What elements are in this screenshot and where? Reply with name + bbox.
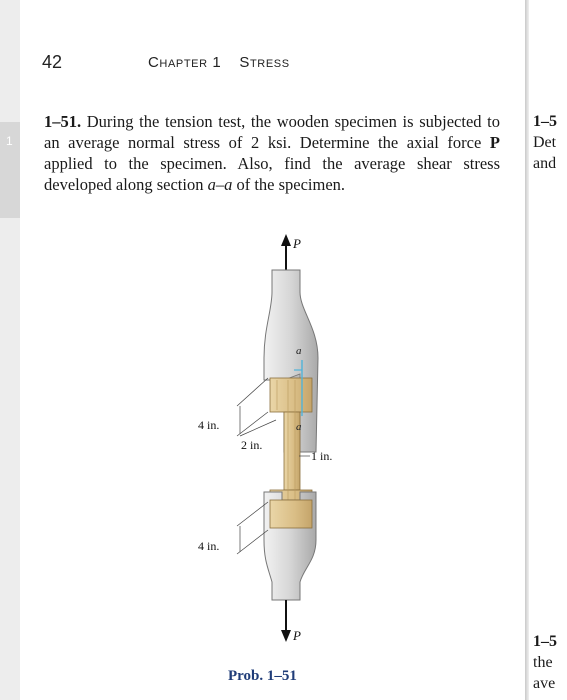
next-column-line: 1–5 [533, 113, 557, 130]
next-column-top [533, 111, 567, 174]
page-number: 42 [42, 52, 63, 72]
dim-upper-label: 4 in. [198, 418, 220, 432]
bottom-load-arrow [281, 600, 291, 642]
chapter-label: Chapter 1 [148, 54, 222, 71]
dim-width-label: 2 in. [241, 438, 263, 452]
left-page-gutter [0, 0, 20, 700]
force-symbol: P [489, 133, 500, 152]
section-mark-bottom: a [296, 421, 302, 433]
dim-lower-label: 4 in. [198, 539, 220, 553]
bottom-load-label: P [293, 628, 301, 643]
problem-number: 1–51. [44, 112, 82, 131]
problem-text-2: applied to the specimen. Also, find the average shear stress developed along section [44, 154, 500, 194]
problem-statement [44, 111, 500, 195]
next-column-line: and [533, 155, 557, 172]
running-head [148, 54, 290, 71]
next-column-line: ave [533, 675, 556, 692]
next-column-line: Det [533, 134, 557, 151]
specimen-figure [180, 230, 380, 650]
dim-width-line [240, 420, 276, 436]
next-column-line: the [533, 654, 553, 671]
lower-wood-tenon [270, 500, 312, 528]
figure-caption: Prob. 1–51 [228, 668, 297, 684]
chapter-side-tab-label: 1 [6, 134, 13, 148]
section-mark-top: a [296, 345, 302, 357]
dim-lower-lines [237, 502, 268, 554]
top-load-arrow [281, 234, 291, 270]
dim-thickness-label: 1 in. [311, 449, 333, 463]
next-column-bottom [533, 631, 567, 694]
top-load-label: P [293, 236, 301, 251]
page-spine [525, 0, 529, 700]
next-column-line: 1–5 [533, 633, 557, 650]
dim-upper-lines [237, 378, 268, 436]
section-label: a–a [207, 175, 233, 194]
problem-text-3: of the specimen. [232, 175, 346, 194]
chapter-title: Stress [239, 54, 290, 71]
problem-text-1: During the tension test, the wooden specimen is subjected to an average normal stress of 2 ksi. Determine the axial force [44, 112, 500, 152]
chapter-side-tab [0, 122, 20, 218]
